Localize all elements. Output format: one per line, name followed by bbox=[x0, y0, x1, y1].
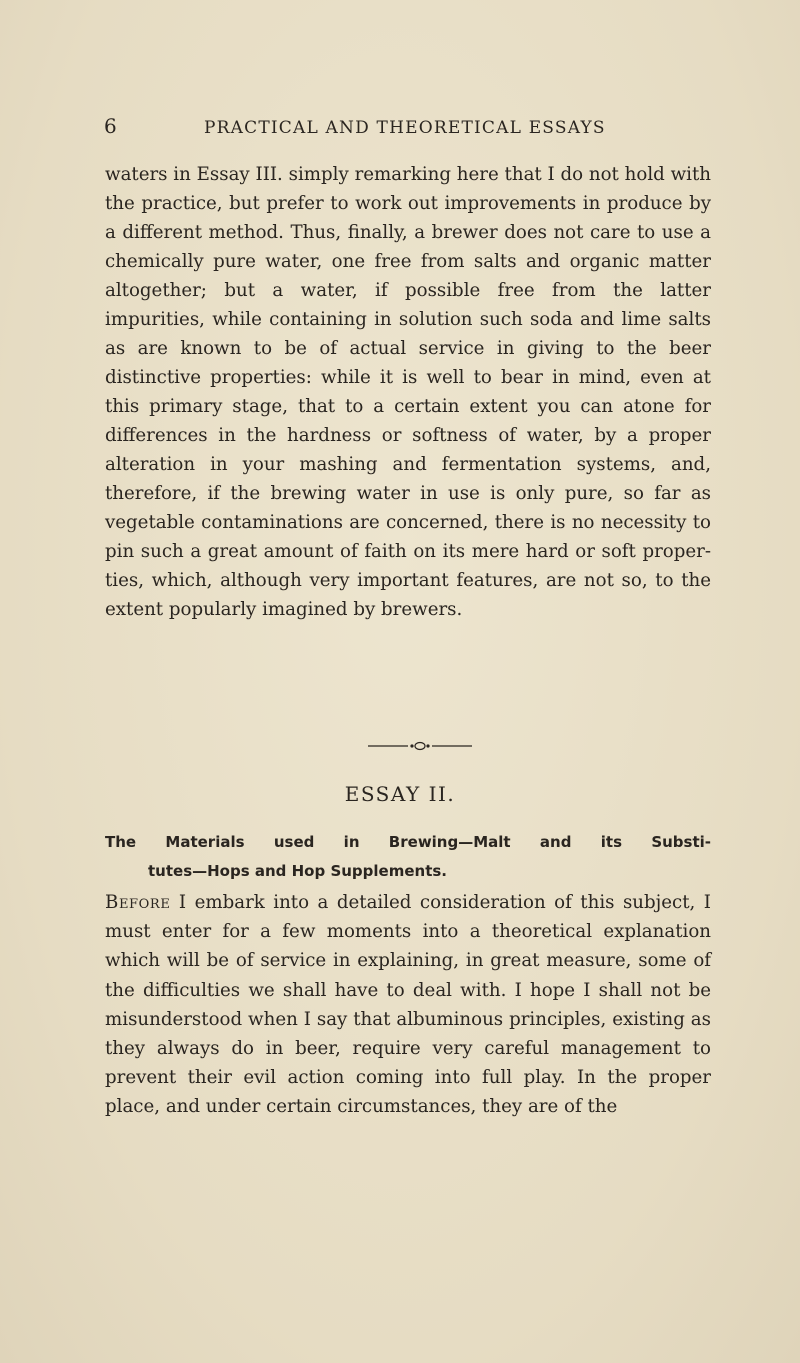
passage-two-text: I embark into a detailed consideration of this subject, I must enter for a few moments into a theoretical explanation which will be of service in explaining, in great measure, some of the difficulties we shall have to deal with. I hope I shall not be misunderstood when I say that albuminous principles, existing as they always do in beer, require very careful management to prevent their evil action coming into full play. In the proper place, and under certain circumstances, they are of the bbox=[105, 892, 711, 1118]
passage-two-paragraph bbox=[105, 888, 711, 1122]
essay-heading: ESSAY II. bbox=[344, 782, 456, 806]
passage-one-paragraph: waters in Essay III. simply remarking here that I do not hold with the practice, but prefer to work out improvements in produce by a different method. Thus, finally, a brewer does not care to use a chemically pure water, one free from salts and organic matter altogether; but a water, if possible free from the latter impurities, while containing in solution such soda and lime salts as are known to be of actual service in giving to the beer distinctive properties: while it is well to bear in mind, even at this primary stage, that to a certain extent you can atone for differences in the hardness or softness of water, by a proper alteration in your mashing and fermentation systems, and, therefore, if the brewing water in use is only pure, so far as vegetable contaminations are concerned, there is no necessity to pin such a great amount of faith on its mere hard or soft properties, which, although very important features, are not so, to the extent popularly imagined by brewers. bbox=[105, 164, 711, 620]
passage-two bbox=[105, 888, 711, 1122]
essay-subtitle bbox=[105, 828, 711, 886]
running-head: PRACTICAL AND THEORETICAL ESSAYS bbox=[204, 118, 606, 138]
page-header bbox=[104, 114, 714, 144]
passage-one bbox=[105, 160, 711, 624]
section-divider-ornament bbox=[368, 740, 472, 752]
page-number: 6 bbox=[104, 114, 117, 138]
opening-word: Before bbox=[105, 892, 171, 913]
essay-subtitle-line-1: The Materials used in Brewing—Malt and its Substi- bbox=[105, 833, 711, 851]
essay-subtitle-line-2: tutes—Hops and Hop Supplements. bbox=[148, 862, 447, 880]
